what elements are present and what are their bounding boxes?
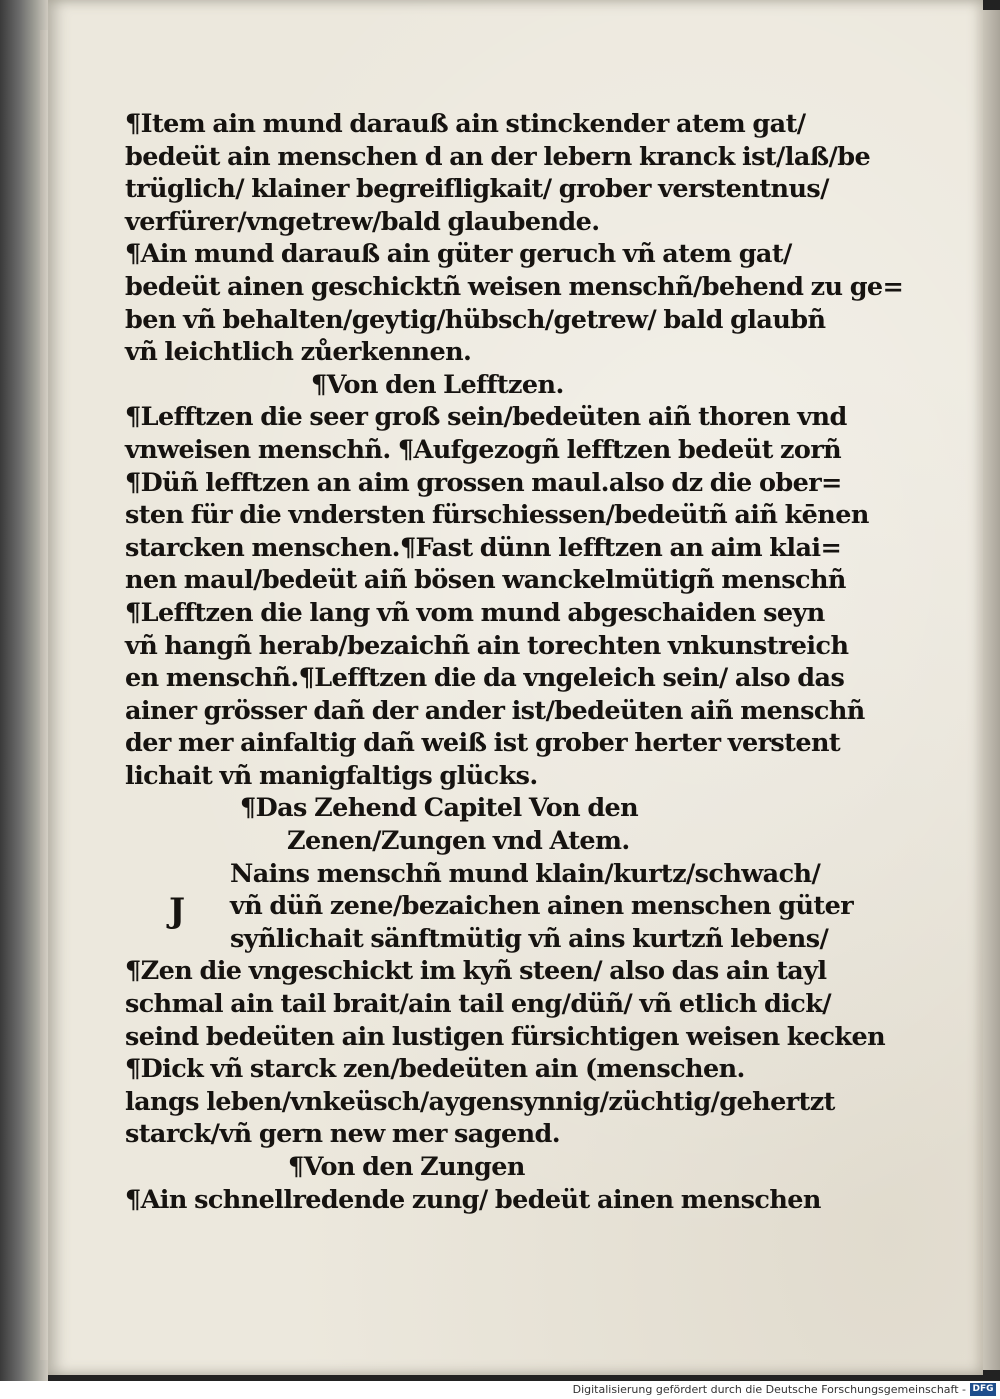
footer-bar xyxy=(0,1381,1000,1399)
drop-initial: J xyxy=(169,890,185,931)
text-line: bedeüt ainen geschicktñ weisen menschñ/behend zu ge= xyxy=(125,271,904,302)
text-line: der mer ainfaltig dañ weiß ist grober herter verstent xyxy=(125,728,841,759)
text-line: vñ düñ zene/bezaichen ainen menschen güter xyxy=(230,891,854,922)
text-line: ¶Lefftzen die seer groß sein/bedeüten aiñ thoren vnd xyxy=(125,402,847,433)
text-line: ¶Düñ lefftzen an aim grossen maul.also dz die ober= xyxy=(125,467,842,498)
text-line: vñ hangñ herab/bezaichñ ain torechten vnkunstreich xyxy=(125,630,849,661)
chapter-heading: Zenen/Zungen vnd Atem. xyxy=(287,826,630,857)
text-line: schmal ain tail brait/ain tail eng/düñ/ vñ etlich dick/ xyxy=(125,989,832,1020)
section-heading-lefftzen: ¶Von den Lefftzen. xyxy=(311,369,564,400)
text-line: vnweisen menschñ. ¶Aufgezogñ lefftzen bedeüt zorñ xyxy=(125,434,842,465)
text-line: ¶Lefftzen die lang vñ vom mund abgeschaiden seyn xyxy=(125,597,825,628)
text-line: nen maul/bedeüt aiñ bösen wanckelmütigñ menschñ xyxy=(125,565,846,596)
text-line: Nains menschñ mund klain/kurtz/schwach/ xyxy=(230,858,821,889)
text-line: langs leben/vnkeüsch/aygensynnig/züchtig/gehertzt xyxy=(125,1086,835,1117)
text-line: starck/vñ gern new mer sagend. xyxy=(125,1119,561,1150)
text-line: verfürer/vngetrew/bald glaubende. xyxy=(125,206,600,237)
chapter-heading: ¶Das Zehend Capitel Von den xyxy=(240,793,639,824)
text-line: en menschñ.¶Lefftzen die da vngeleich sein/ also das xyxy=(125,663,845,694)
initial-paragraph xyxy=(125,858,854,956)
text-line: vñ leichtlich zůerkennen. xyxy=(125,337,472,368)
text-line: lichait vñ manigfaltigs glücks. xyxy=(125,760,538,791)
text-line: ¶Ain mund darauß ain güter geruch vñ atem gat/ xyxy=(125,239,792,270)
text-line: seind bedeüten ain lustigen fürsichtigen weisen kecken xyxy=(125,1021,886,1052)
text-line: ben vñ behalten/geytig/hübsch/getrew/ bald glaubñ xyxy=(125,304,826,335)
text-line: sten für die vndersten fürschiessen/bedeütñ aiñ kēnen xyxy=(125,500,869,531)
text-line: ¶Zen die vngeschickt im kyñ steen/ also das ain tayl xyxy=(125,956,827,987)
text-block xyxy=(125,108,904,1216)
text-line: trüglich/ klainer begreifligkait/ grober verstentnus/ xyxy=(125,174,829,205)
text-line: ainer grösser dañ der ander ist/bedeüten aiñ menschñ xyxy=(125,695,865,726)
dfg-logo-icon: DFG xyxy=(970,1383,996,1396)
funding-credit: Digitalisierung gefördert durch die Deutsche Forschungsgemeinschaft - xyxy=(572,1383,966,1396)
section-heading-zungen: ¶Von den Zungen xyxy=(288,1152,525,1182)
text-line: ¶Dick vñ starck zen/bedeüten ain (menschen. xyxy=(125,1054,745,1085)
text-line: ¶Ain schnellredende zung/ bedeüt ainen menschen xyxy=(125,1184,821,1215)
text-line: starcken menschen.¶Fast dünn lefftzen an aim klai= xyxy=(125,532,842,563)
text-line: ¶Item ain mund darauß ain stinckender atem gat/ xyxy=(125,109,806,139)
text-line: bedeüt ain menschen d an der lebern kranck ist/laß/be xyxy=(125,141,871,172)
text-line: syñlichait sänftmütig vñ ains kurtzñ lebens/ xyxy=(230,923,829,954)
